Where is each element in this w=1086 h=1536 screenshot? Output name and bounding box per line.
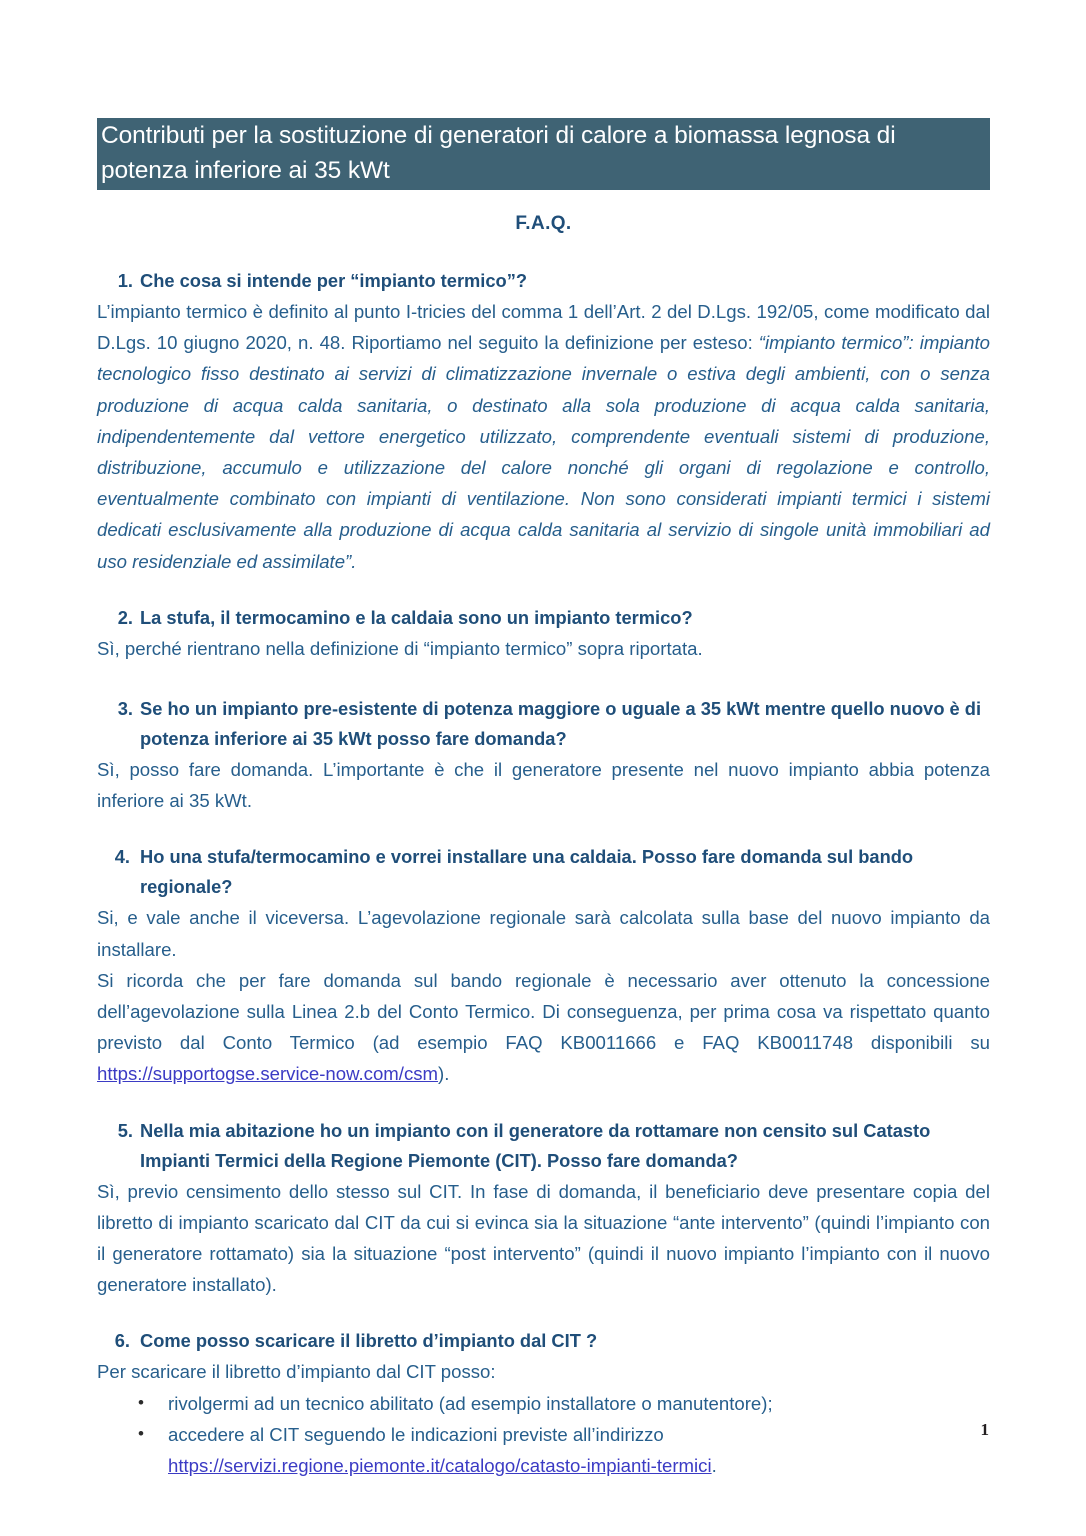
- faq-question-text-3: Se ho un impianto pre-esistente di potenza maggiore o uguale a 35 kWt mentre quello nuovo è di potenza inferiore ai 35 kWt posso fare domanda?: [140, 698, 982, 750]
- spacer: [97, 577, 990, 603]
- faq-question-6: [97, 1326, 990, 1356]
- faq-question-4: [97, 842, 990, 902]
- spacer: [97, 1090, 990, 1116]
- faq-section-heading: F.A.Q.: [515, 213, 572, 234]
- document-title-banner: Contributi per la sostituzione di generatori di calore a biomassa legnosa di potenza inferiore ai 35 kWt: [97, 118, 990, 190]
- faq-number-1: 1.: [117, 270, 133, 291]
- faq-answer-4-part2: [97, 965, 990, 1090]
- list-item: [97, 1388, 990, 1419]
- faq-question-text-4: Ho una stufa/termocamino e vorrei installare una caldaia. Posso fare domanda sul bando regionale?: [140, 846, 914, 898]
- faq-answer-4-part1: Si, e vale anche il viceversa. L’agevolazione regionale sarà calcolata sulla base del nuovo impianto da installare.: [97, 907, 990, 960]
- faq-question-5: [97, 1116, 990, 1176]
- bullet-icon: •: [138, 1392, 144, 1412]
- page-number: 1: [980, 1420, 989, 1439]
- faq-question-text-2: La stufa, il termocamino e la caldaia sono un impianto termico?: [140, 606, 693, 628]
- faq-number-6: 6.: [114, 1330, 130, 1352]
- faq-question-text-5: Nella mia abitazione ho un impianto con il generatore da rottamare non censito sul Catasto Impianti Termici della Regione Piemonte (CIT). Posso fare domanda?: [140, 1119, 931, 1171]
- faq-item-1: [97, 266, 990, 577]
- list-item-label-tail: .: [711, 1455, 717, 1477]
- faq-question-3: [97, 694, 990, 754]
- faq-answer-2: Sì, perché rientrano nella definizione di “impianto termico” sopra riportata.: [97, 637, 703, 659]
- faq-answer-4-tail: ).: [438, 1063, 450, 1085]
- list-item: [97, 1419, 990, 1481]
- faq-question-text-1: Che cosa si intende per “impianto termico”?: [140, 270, 528, 291]
- faq-question-1: [97, 266, 990, 296]
- faq-number-2: 2.: [117, 606, 133, 628]
- faq-answer-1-plain: L’impianto termico è definito al punto I-tricies del comma 1 dell’Art. 2 del D.Lgs. 192/05, come modificato dal D.Lgs. 10 giugno 2020, n. 48. Riportiamo nel seguito la definizione per esteso:: [97, 301, 990, 354]
- faq-number-5: 5.: [117, 1119, 133, 1141]
- faq-answer-1: [97, 296, 990, 577]
- spacer: [97, 1300, 990, 1326]
- cit-catalog-link[interactable]: https://servizi.regione.piemonte.it/catalogo/catasto-impianti-termici: [168, 1455, 712, 1477]
- list-item-label: accedere al CIT seguendo le indicazioni previste all’indirizzo: [168, 1423, 664, 1445]
- spacer: [97, 816, 990, 842]
- faq-item-4: [97, 842, 990, 1089]
- faq-answer-6-intro: Per scaricare il libretto d’impianto dal CIT posso:: [97, 1361, 496, 1383]
- faq-answer-3: Sì, posso fare domanda. L’importante è che il generatore presente nel nuovo impianto abbia potenza inferiore ai 35 kWt.: [97, 759, 990, 812]
- faq-number-4: 4.: [114, 846, 130, 868]
- faq-item-2: [97, 603, 990, 664]
- faq-answer-4-text: Si ricorda che per fare domanda sul bando regionale è necessario aver ottenuto la concessione dell’agevolazione sulla Linea 2.b del Conto Termico. Di conseguenza, per prima cosa va rispettato quanto previsto dal Conto Termico (ad esempio FAQ KB0011666 e FAQ KB0011748 disponibili su: [97, 969, 990, 1054]
- gse-support-link[interactable]: https://supportogse.service-now.com/csm: [97, 1063, 439, 1085]
- faq-item-3: [97, 694, 990, 816]
- bullet-icon: •: [138, 1423, 144, 1443]
- faq-item-5: [97, 1116, 990, 1301]
- faq-question-2: [97, 603, 990, 633]
- faq-question-text-6: Come posso scaricare il libretto d’impianto dal CIT ?: [140, 1330, 598, 1352]
- faq-answer-6-bullet-list: [97, 1388, 990, 1482]
- faq-answer-5: Sì, previo censimento dello stesso sul CIT. In fase di domanda, il beneficiario deve presentare copia del libretto di impianto scaricato dal CIT da cui si evinca sia la situazione “ante intervento” (quindi l’impianto con il generatore rottamato) sia la situazione “post intervento” (quindi il nuovo impianto l’impianto con il nuovo generatore installato).: [97, 1180, 990, 1296]
- faq-body: [97, 266, 990, 1481]
- faq-answer-1-italic: “impianto termico”: impianto tecnologico fisso destinato ai servizi di climatizzazione invernale o estiva degli ambienti, con o senza produzione di acqua calda sanitaria, o destinato alla sola produzione di acqua calda sanitaria, indipendentemente dal vettore energetico utilizzato, comprendente eventuali sistemi di produzione, distribuzione, accumulo e utilizzazione del calore nonché gli organi di regolazione e controllo, eventualmente combinato con impianti di ventilazione. Non sono considerati impianti termici i sistemi dedicati esclusivamente alla produzione di acqua calda sanitaria al servizio di singole unità immobiliari ad uso residenziale ed assimilate”.: [97, 332, 990, 572]
- list-item-label: rivolgermi ad un tecnico abilitato (ad esempio installatore o manutentore);: [168, 1392, 773, 1414]
- faq-number-3: 3.: [117, 698, 133, 720]
- faq-item-6: [97, 1326, 990, 1481]
- spacer: [97, 664, 990, 694]
